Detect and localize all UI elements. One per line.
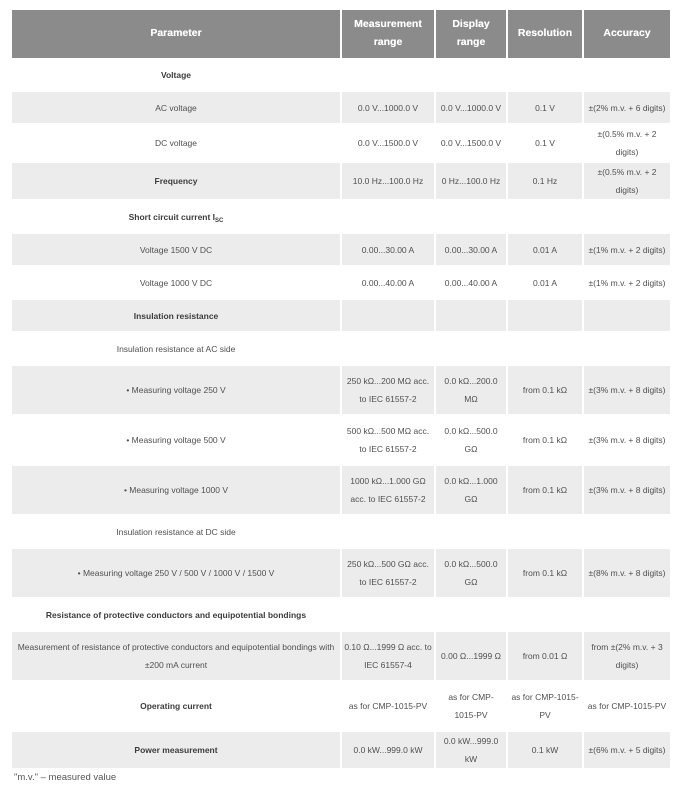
cell-accuracy: ±(0.5% m.v. + 2 digits): [597, 129, 657, 157]
cell-accuracy: [584, 516, 670, 547]
cell-parameter: Voltage 1000 V DC: [139, 277, 213, 288]
cell-measurement-range: 0.0 V...1000.0 V: [342, 92, 434, 123]
cell-measurement-range: [342, 201, 434, 232]
cell-accuracy: ±(1% m.v. + 2 digits): [588, 277, 666, 288]
cell-resolution: [508, 599, 582, 630]
cell-parameter: Voltage: [160, 70, 192, 80]
cell-accuracy: from ±(2% m.v. + 3 digits): [584, 632, 670, 680]
cell-accuracy: ±(3% m.v. + 8 digits): [584, 366, 670, 414]
table-row: [12, 333, 670, 364]
cell-display-range: 0.0 kΩ...500.0 GΩ: [444, 426, 498, 454]
cell-accuracy: ±(3% m.v. + 8 digits): [588, 435, 666, 445]
cell-accuracy: [584, 300, 670, 331]
cell-resolution: [508, 300, 582, 331]
cell-measurement-range: 1000 kΩ...1.000 GΩ acc. to IEC 61557-2: [342, 466, 434, 514]
table-row: [12, 163, 670, 199]
cell-accuracy: ±(0.5% m.v. + 2 digits): [584, 163, 670, 199]
cell-measurement-range: as for CMP-1015-PV: [348, 701, 428, 711]
cell-measurement-range: 250 kΩ...500 GΩ acc. to IEC 61557-2: [342, 549, 434, 597]
cell-accuracy: ±(2% m.v. + 6 digits): [584, 92, 670, 123]
cell-parameter: • Measuring voltage 250 V: [12, 366, 340, 414]
table-row: [12, 466, 670, 514]
table-row: [12, 732, 670, 768]
cell-accuracy: ±(8% m.v. + 8 digits): [584, 549, 670, 597]
table-header-row: [12, 10, 670, 58]
cell-resolution: [508, 201, 582, 232]
cell-accuracy: ±(6% m.v. + 5 digits): [584, 732, 670, 768]
cell-accuracy: [584, 599, 670, 630]
cell-measurement-range: 0.10 Ω...1999 Ω acc. to IEC 61557-4: [342, 632, 434, 680]
cell-display-range: [436, 333, 506, 364]
cell-display-range: 0.0 kW...999.0 kW: [436, 732, 506, 768]
cell-measurement-range: 0.0 V...1500.0 V: [357, 138, 419, 148]
cell-measurement-range: [342, 300, 434, 331]
cell-measurement-range: 10.0 Hz...100.0 Hz: [342, 163, 434, 199]
cell-measurement-range: 0.00...30.00 A: [342, 234, 434, 265]
cell-display-range: 0.0 kΩ...1.000 GΩ: [436, 466, 506, 514]
cell-parameter: Operating current: [140, 701, 212, 711]
cell-parameter: Frequency: [12, 163, 340, 199]
cell-resolution: 0.1 V: [508, 92, 582, 123]
cell-parameter: Voltage 1500 V DC: [12, 234, 340, 265]
cell-resolution: 0.01 A: [508, 234, 582, 265]
cell-resolution: from 0.1 kΩ: [508, 366, 582, 414]
cell-display-range: [436, 201, 506, 232]
specifications-table: [10, 8, 672, 770]
cell-resolution: from 0.1 kΩ: [508, 466, 582, 514]
table-row: [12, 416, 670, 464]
cell-display-range: [436, 516, 506, 547]
cell-display-range: [436, 300, 506, 331]
cell-accuracy: [584, 333, 670, 364]
cell-display-range: 0.0 V...1500.0 V: [440, 138, 502, 148]
cell-resolution: 0.1 kW: [508, 732, 582, 768]
cell-parameter: DC voltage: [154, 138, 198, 148]
table-row: [12, 632, 670, 680]
table-row: [12, 267, 670, 298]
header-measurement-range: Measurement range: [342, 10, 434, 58]
cell-resolution: from 0.1 kΩ: [522, 435, 568, 445]
cell-display-range: 0 Hz...100.0 Hz: [436, 163, 506, 199]
cell-parameter: Insulation resistance: [12, 300, 340, 331]
table-row: [12, 125, 670, 161]
cell-display-range: [436, 60, 506, 90]
cell-resolution: from 0.1 kΩ: [508, 549, 582, 597]
cell-measurement-range: 250 kΩ...200 MΩ acc. to IEC 61557-2: [342, 366, 434, 414]
cell-parameter: Insulation resistance at DC side: [116, 526, 236, 537]
cell-measurement-range: 0.00...40.00 A: [361, 277, 415, 288]
table-row: [12, 234, 670, 265]
cell-parameter: Insulation resistance at AC side: [116, 343, 236, 354]
table-row: [12, 549, 670, 597]
cell-display-range: [436, 599, 506, 630]
cell-parameter: • Measuring voltage 250 V / 500 V / 1000 V / 1500 V: [12, 549, 340, 597]
cell-measurement-range: [342, 516, 434, 547]
cell-measurement-range: [342, 333, 434, 364]
cell-measurement-range: 500 kΩ...500 MΩ acc. to IEC 61557-2: [346, 426, 430, 454]
table-row: [12, 682, 670, 730]
cell-resolution: [508, 333, 582, 364]
table-row: [12, 201, 670, 232]
cell-parameter: • Measuring voltage 500 V: [126, 435, 226, 445]
footnote: "m.v." – measured value: [14, 772, 117, 783]
cell-display-range: 0.00...40.00 A: [444, 277, 498, 288]
cell-accuracy: ±(3% m.v. + 8 digits): [584, 466, 670, 514]
cell-parameter: AC voltage: [12, 92, 340, 123]
header-display-range: Display range: [436, 10, 506, 58]
cell-resolution: as for CMP-1015-PV: [511, 692, 579, 720]
cell-display-range: as for CMP-1015-PV: [448, 692, 494, 720]
cell-accuracy: [584, 201, 670, 232]
cell-parameter: Power measurement: [12, 732, 340, 768]
cell-resolution: from 0.01 Ω: [508, 632, 582, 680]
cell-resolution: 0.01 A: [532, 277, 558, 288]
cell-parameter: Measurement of resistance of protective conductors and equipotential bondings with ±200 mA current: [12, 632, 340, 680]
cell-parameter: • Measuring voltage 1000 V: [12, 466, 340, 514]
cell-display-range: 0.00...30.00 A: [436, 234, 506, 265]
cell-parameter: [12, 201, 340, 232]
table-row: [12, 366, 670, 414]
table-row: [12, 516, 670, 547]
cell-display-range: 0.0 V...1000.0 V: [436, 92, 506, 123]
header-resolution: Resolution: [508, 10, 582, 58]
cell-measurement-range: [342, 60, 434, 90]
cell-resolution: [508, 60, 582, 90]
short-circuit-subscript: SC: [215, 217, 224, 224]
cell-measurement-range: 0.0 kW...999.0 kW: [342, 732, 434, 768]
cell-display-range: 0.00 Ω...1999 Ω: [436, 632, 506, 680]
cell-accuracy: ±(1% m.v. + 2 digits): [584, 234, 670, 265]
table-row: [12, 60, 670, 90]
cell-parameter: Resistance of protective conductors and equipotential bondings: [45, 609, 307, 620]
table-row: [12, 92, 670, 123]
cell-display-range: 0.0 kΩ...500.0 GΩ: [436, 549, 506, 597]
table-row: [12, 599, 670, 630]
cell-measurement-range: [342, 599, 434, 630]
cell-accuracy: [584, 60, 670, 90]
cell-display-range: 0.0 kΩ...200.0 MΩ: [436, 366, 506, 414]
cell-resolution: 0.1 V: [535, 138, 555, 148]
cell-accuracy: as for CMP-1015-PV: [587, 701, 667, 711]
header-parameter: Parameter: [12, 10, 340, 58]
table-row: [12, 300, 670, 331]
cell-resolution: 0.1 Hz: [508, 163, 582, 199]
cell-resolution: [508, 516, 582, 547]
header-accuracy: Accuracy: [584, 10, 670, 58]
short-circuit-label: Short circuit current I: [128, 211, 216, 222]
